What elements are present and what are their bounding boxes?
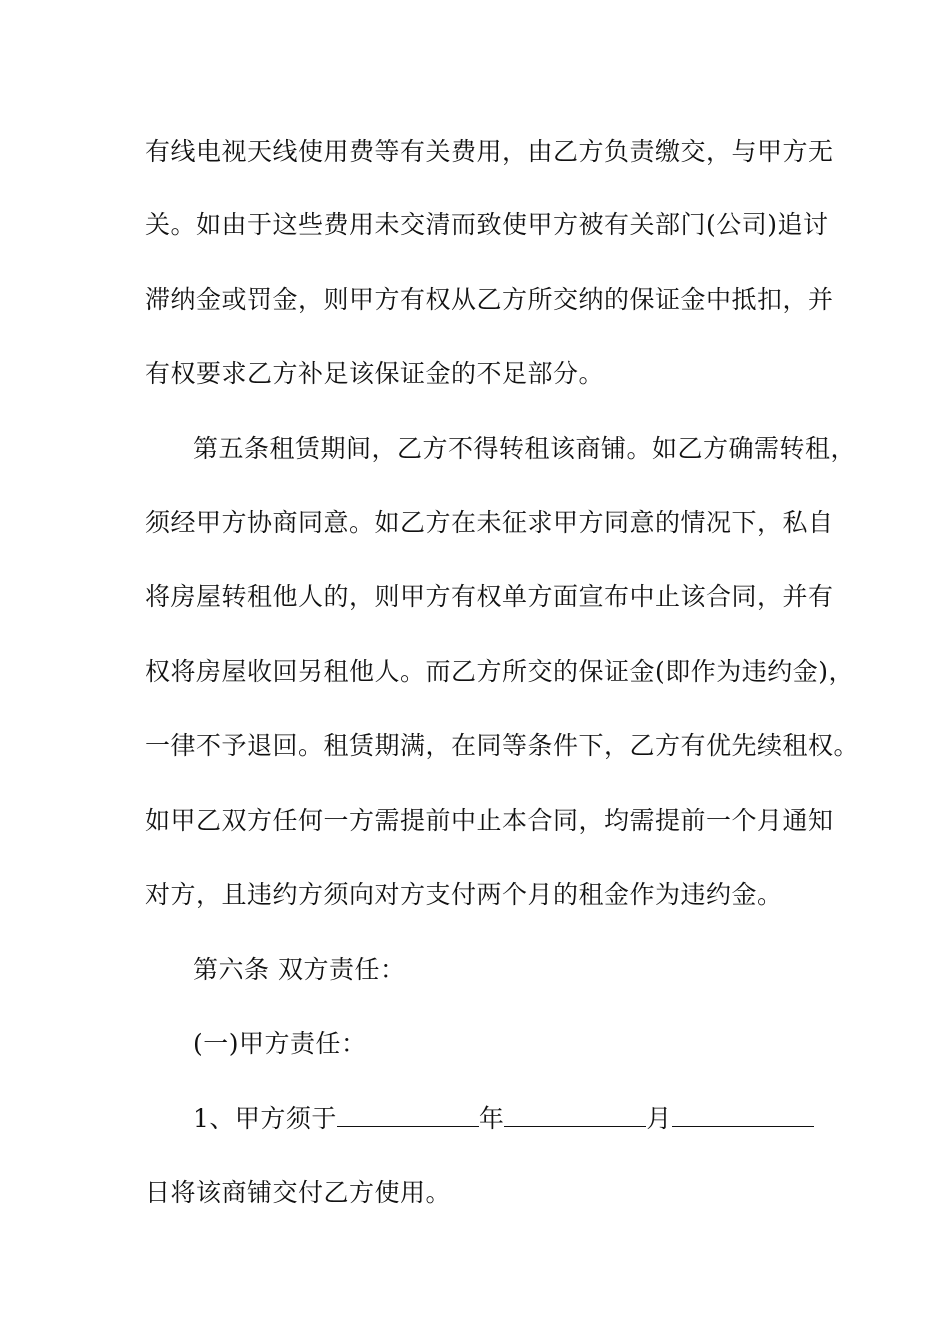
paragraph-line: 对方，且违约方须向对方支付两个月的租金作为违约金。 bbox=[145, 880, 783, 909]
section-heading: (一)甲方责任： bbox=[193, 1029, 367, 1058]
paragraph-line: 须经甲方协商同意。如乙方在未征求甲方同意的情况下，私自 bbox=[145, 508, 834, 537]
paragraph-line: 关。如由于这些费用未交清而致使甲方被有关部门(公司)追讨 bbox=[145, 210, 829, 239]
paragraph-line: 将房屋转租他人的，则甲方有权单方面宣布中止该合同，并有 bbox=[145, 582, 834, 611]
paragraph-line: 第五条租赁期间，乙方不得转租该商铺。如乙方确需转租， bbox=[193, 434, 857, 463]
year-label: 年 bbox=[478, 1104, 505, 1133]
month-label: 月 bbox=[646, 1104, 672, 1133]
paragraph-line: 滞纳金或罚金，则甲方有权从乙方所交纳的保证金中抵扣，并 bbox=[145, 285, 834, 314]
paragraph-line: 有线电视天线使用费等有关费用，由乙方负责缴交，与甲方无 bbox=[145, 137, 834, 166]
paragraph-line: 如甲乙双方任何一方需提前中止本合同，均需提前一个月通知 bbox=[145, 806, 834, 835]
paragraph-line: 有权要求乙方补足该保证金的不足部分。 bbox=[145, 359, 605, 388]
item-1-line bbox=[193, 1102, 814, 1136]
item-1-prefix: 1、甲方须于 bbox=[193, 1104, 337, 1133]
paragraph-line: 权将房屋收回另租他人。而乙方所交的保证金(即作为违约金)， bbox=[145, 657, 855, 686]
article-heading: 第六条 双方责任： bbox=[193, 955, 406, 984]
year-blank bbox=[337, 1102, 479, 1127]
item-1-continuation: 日将该商铺交付乙方使用。 bbox=[145, 1178, 452, 1207]
paragraph-line: 一律不予退回。租赁期满，在同等条件下，乙方有优先续租权。 bbox=[145, 731, 860, 760]
month-blank bbox=[504, 1102, 646, 1127]
day-blank bbox=[672, 1102, 814, 1127]
